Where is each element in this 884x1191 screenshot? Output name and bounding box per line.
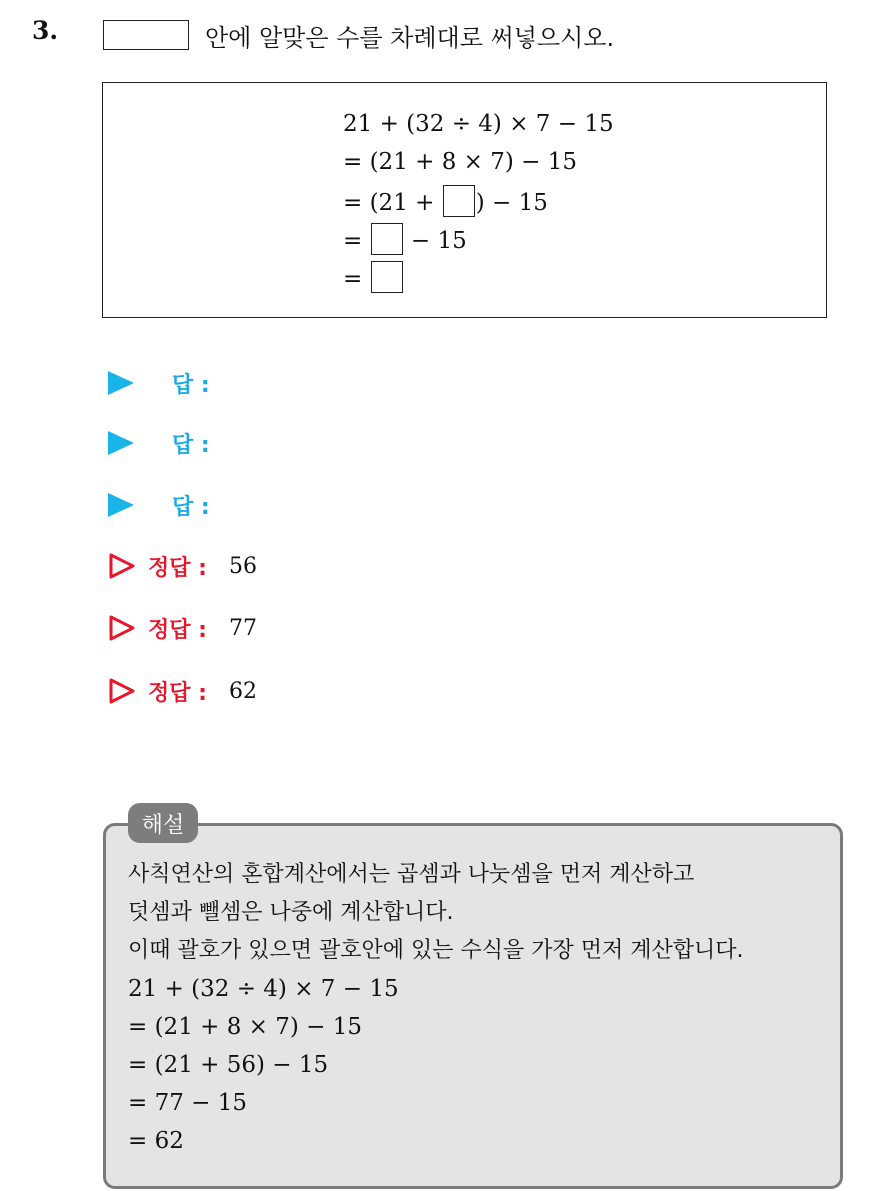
- correct-answer-label: 정답 :: [148, 680, 207, 706]
- equation-line-4-prefix: =: [343, 228, 370, 254]
- equation-line-3-prefix: = (21 +: [343, 190, 442, 216]
- equation-line-1: 21 + (32 ÷ 4) × 7 − 15: [343, 111, 614, 137]
- play-triangle-icon: [108, 371, 134, 395]
- equation-line-5-prefix: =: [343, 266, 370, 292]
- explanation-box: [103, 823, 843, 1189]
- question-number: 3.: [32, 16, 59, 45]
- explanation-equation: = (21 + 56) − 15: [128, 1052, 329, 1078]
- fill-in-blank-1[interactable]: [443, 185, 475, 217]
- answer-label: 답 :: [172, 432, 210, 458]
- correct-answer-value: 56: [228, 553, 257, 579]
- equation-line-2: = (21 + 8 × 7) − 15: [343, 149, 578, 175]
- explanation-text: [128, 856, 826, 1160]
- correct-answer-value: 77: [228, 615, 257, 641]
- equation-line-4: [343, 223, 467, 256]
- answer-label: 답 :: [172, 494, 210, 520]
- correct-answer-row-1: [108, 548, 257, 584]
- equation-line-4-suffix: − 15: [403, 228, 467, 254]
- fill-in-blank-3[interactable]: [371, 261, 403, 293]
- equation-line-3: [343, 185, 548, 218]
- answer-label: 답 :: [172, 372, 210, 398]
- answer-row-3: [108, 487, 210, 523]
- play-triangle-icon: [108, 493, 134, 517]
- explanation-line: 덧셈과 뺄셈은 나중에 계산합니다.: [128, 900, 454, 925]
- explanation-equation: = 77 − 15: [128, 1090, 248, 1116]
- outline-triangle-icon: [108, 552, 136, 580]
- explanation-equation: = 62: [128, 1128, 184, 1154]
- correct-answer-label: 정답 :: [148, 555, 207, 581]
- correct-answer-label: 정답 :: [148, 617, 207, 643]
- correct-answer-row-2: [108, 610, 257, 646]
- outline-triangle-icon: [108, 614, 136, 642]
- answer-row-2: [108, 425, 210, 461]
- explanation-line: 이때 괄호가 있으면 괄호안에 있는 수식을 가장 먼저 계산합니다.: [128, 938, 744, 963]
- problem-box: [102, 82, 827, 318]
- explanation-line: 사칙연산의 혼합계산에서는 곱셈과 나눗셈을 먼저 계산하고: [128, 862, 695, 887]
- correct-answer-row-3: [108, 673, 257, 709]
- answer-row-1: [108, 365, 210, 401]
- correct-answer-value: 62: [228, 678, 257, 704]
- explanation-badge: 해설: [128, 803, 198, 843]
- equation-line-3-suffix: ) − 15: [475, 190, 548, 216]
- equation-line-5: [343, 261, 404, 294]
- play-triangle-icon: [108, 431, 134, 455]
- outline-triangle-icon: [108, 677, 136, 705]
- explanation-equation: = (21 + 8 × 7) − 15: [128, 1014, 363, 1040]
- question-instruction: 안에 알맞은 수를 차례대로 써넣으시오.: [205, 24, 615, 52]
- fill-in-blank-2[interactable]: [371, 223, 403, 255]
- explanation-equation: 21 + (32 ÷ 4) × 7 − 15: [128, 976, 399, 1002]
- answer-blank-box: [103, 20, 189, 50]
